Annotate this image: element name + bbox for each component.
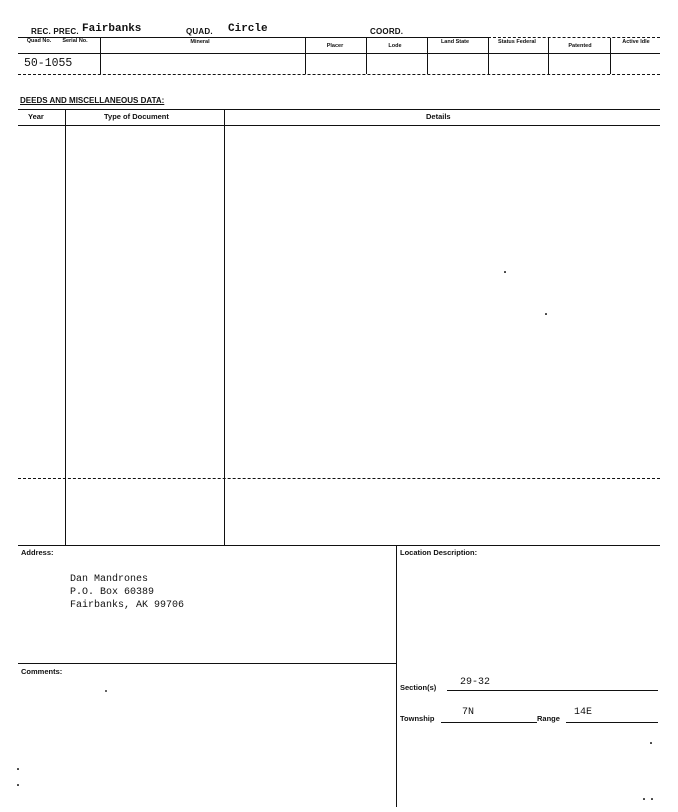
col-lode: Lode (388, 43, 402, 49)
deeds-col-sep-type (224, 109, 225, 545)
col-placer: Placer (326, 43, 344, 49)
deeds-col-sep-year (65, 109, 66, 545)
stray-mark (650, 742, 652, 744)
col-serial-no: Serial No. (62, 38, 88, 44)
coord-label: COORD. (370, 27, 404, 36)
col-active-idle: Active Idle (622, 39, 650, 45)
quad-serial-value: 50-1055 (24, 57, 73, 70)
sections-value: 29-32 (460, 677, 491, 688)
col-sep-3 (366, 38, 367, 74)
col-patented: Patented (568, 43, 592, 49)
address-name: Dan Mandrones (70, 574, 149, 585)
quad-label: QUAD. (186, 27, 213, 36)
rec-prec-value: Fairbanks (82, 23, 142, 35)
township-label: Township (400, 714, 435, 723)
sections-underline (447, 690, 658, 691)
township-underline (441, 722, 537, 723)
address-line2: Fairbanks, AK 99706 (70, 600, 185, 611)
year-header: Year (28, 112, 44, 121)
address-label: Address: (21, 548, 54, 557)
record-rule (18, 74, 660, 75)
bottom-col-sep (396, 545, 397, 807)
stray-mark (504, 271, 506, 273)
deeds-title: DEEDS AND MISCELLANEOUS DATA: (20, 96, 165, 105)
range-label: Range (537, 714, 560, 723)
stray-mark (651, 798, 653, 800)
stray-mark (17, 768, 19, 770)
col-mineral: Mineral (190, 39, 210, 45)
col-status-federal: Status Federal (498, 39, 536, 45)
range-value: 14E (574, 707, 593, 718)
comments-label: Comments: (21, 667, 63, 676)
col-land-state: Land State (440, 39, 470, 45)
bottom-top-rule (18, 545, 660, 546)
deeds-fold-rule (18, 478, 660, 479)
col-quad-no: Quad No. (26, 38, 52, 44)
range-underline (566, 722, 658, 723)
col-sep-1 (100, 38, 101, 74)
deeds-top-rule (18, 109, 660, 110)
comments-top-rule (18, 663, 396, 664)
col-sep-6 (548, 38, 549, 74)
sections-label: Section(s) (400, 683, 437, 692)
stray-mark (643, 798, 645, 800)
header-row (0, 0, 678, 80)
quad-value: Circle (228, 23, 268, 35)
township-value: 7N (462, 707, 475, 718)
col-sep-5 (488, 38, 489, 74)
col-sep-4 (427, 38, 428, 74)
header-rule-dashed (488, 37, 660, 38)
col-sep-7 (610, 38, 611, 74)
header-rule (18, 37, 488, 38)
stray-mark (17, 784, 19, 786)
col-sep-2 (305, 38, 306, 74)
details-header: Details (426, 112, 451, 121)
column-labels-rule (18, 53, 660, 54)
location-label: Location Description: (400, 548, 478, 557)
type-header: Type of Document (104, 112, 169, 121)
deeds-header-rule (18, 125, 660, 126)
rec-prec-label: REC. PREC. (31, 27, 79, 36)
stray-mark (105, 690, 107, 692)
stray-mark (545, 313, 547, 315)
address-line1: P.O. Box 60389 (70, 587, 155, 598)
